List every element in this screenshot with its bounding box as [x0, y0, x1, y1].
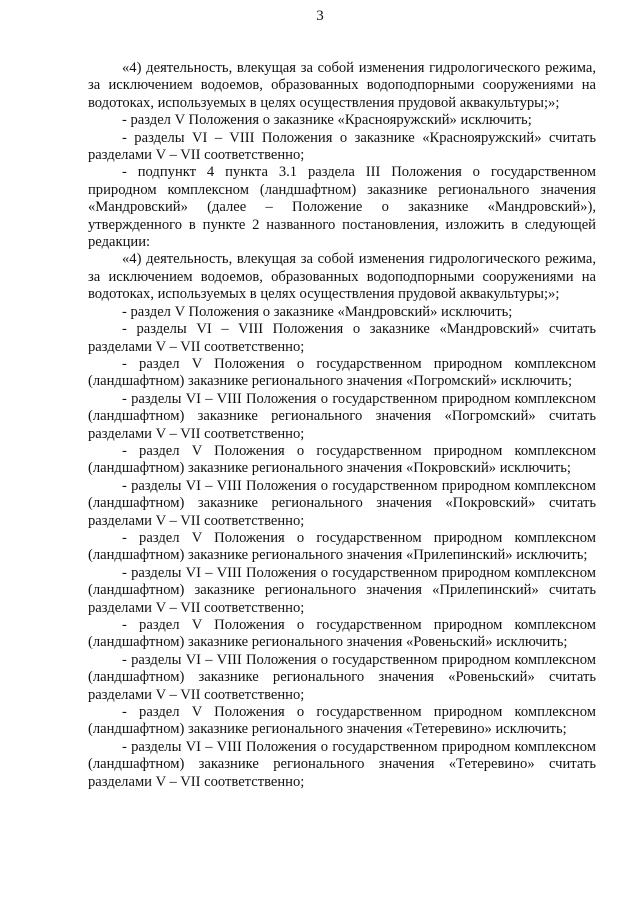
- paragraph-item: - разделы VI – VIII Положения о заказнике «Краснояружский» считать разделами V – VII соответственно;: [88, 129, 596, 164]
- paragraph-item: - разделы VI – VIII Положения о государственном природном комплексном (ландшафтном) заказнике регионального значения «Тетеревино» считать разделами V – VII соответственно;: [88, 738, 596, 790]
- paragraph-item: - раздел V Положения о государственном природном комплексном (ландшафтном) заказнике регионального значения «Погромский» исключить;: [88, 355, 596, 390]
- paragraph-amendment-text: «4) деятельность, влекущая за собой изменения гидрологического режима, за исключением водоемов, образованных водоподпорными сооружениями на водотоках, используемых в целях осуществления прудовой аквакультуры;»;: [88, 251, 596, 303]
- paragraph-item: - раздел V Положения о государственном природном комплексном (ландшафтном) заказнике регионального значения «Тетеревино» исключить;: [88, 704, 596, 738]
- paragraph-amendment-text: «4) деятельность, влекущая за собой изменения гидрологического режима, за исключением водоемов, образованных водоподпорными сооружениями на водотоках, используемых в целях осуществления прудовой аквакультуры;»;: [88, 60, 596, 111]
- paragraph-item: - раздел V Положения о заказнике «Мандровский» исключить;: [122, 303, 513, 320]
- paragraph-item: - разделы VI – VIII Положения о государственном природном комплексном (ландшафтном) заказнике регионального значения «Погромский» считать разделами V – VII соответственно;: [88, 390, 596, 442]
- paragraph-item: - раздел V Положения о государственном природном комплексном (ландшафтном) заказнике регионального значения «Покровский» исключить;: [88, 442, 596, 477]
- paragraph-item: - подпункт 4 пункта 3.1 раздела III Положения о государственном природном комплексном (ландшафтном) заказнике регионального значения «Мандровский» (далее – Положение о заказнике «Мандровский»), утвержденного в пункте 2 названного постановления, изложить в следующей редакции:: [88, 164, 596, 251]
- paragraph-item: - разделы VI – VIII Положения о государственном природном комплексном (ландшафтном) заказнике регионального значения «Покровский» считать разделами V – VII соответственно;: [88, 477, 596, 529]
- page-number: 3: [316, 8, 324, 24]
- document-body: [88, 60, 596, 791]
- paragraph-item: - раздел V Положения о заказнике «Краснояружский» исключить;: [122, 112, 532, 129]
- paragraph-item: - разделы VI – VIII Положения о государственном природном комплексном (ландшафтном) заказнике регионального значения «Ровеньский» считать разделами V – VII соответственно;: [88, 651, 596, 703]
- paragraph-item: - разделы VI – VIII Положения о заказнике «Мандровский» считать разделами V – VII соответственно;: [88, 321, 596, 355]
- paragraph-item: - раздел V Положения о государственном природном комплексном (ландшафтном) заказнике регионального значения «Прилепинский» исключить;: [88, 529, 596, 564]
- paragraph-item: - раздел V Положения о государственном природном комплексном (ландшафтном) заказнике регионального значения «Ровеньский» исключить;: [88, 617, 596, 651]
- paragraph-item: - разделы VI – VIII Положения о государственном природном комплексном (ландшафтном) заказнике регионального значения «Прилепинский» считать разделами V – VII соответственно;: [88, 564, 596, 616]
